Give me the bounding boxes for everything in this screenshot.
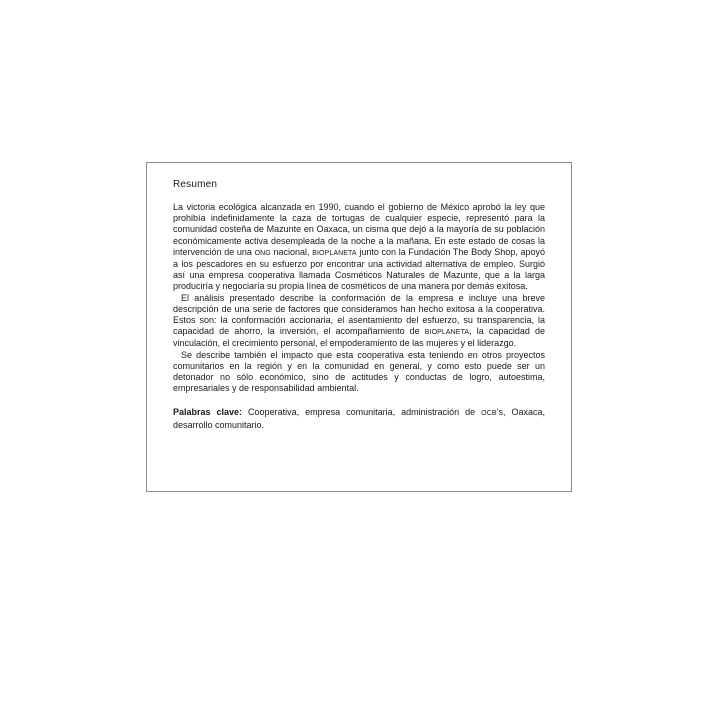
abstract-heading: Resumen bbox=[173, 179, 218, 190]
paragraph-1-text-b: nacional, bbox=[270, 246, 313, 257]
abstract-box bbox=[146, 162, 572, 492]
abstract-paragraph-3: Se describe también el impacto que esta cooperativa esta teniendo en otros proyectos comunitarios en la región y en la comunidad en general, y como esto puede ser un detonador no sólo económico, sino de actitudes y conductas de logro, autoestima, empresariales y de responsabilidad ambiental. bbox=[173, 349, 545, 394]
ong-acronym: ONG bbox=[254, 249, 271, 257]
keywords-label: Palabras clave: bbox=[173, 407, 243, 418]
abstract-paragraph-2 bbox=[173, 293, 545, 350]
paragraph-1-text-c: junto con la Fundación The Body Shop, apoyó a los pescadores en su esfuerzo por encontrar una actividad alternativa de empleo. Surgió así una empresa cooperativa llamada Cosméticos Naturales de Mazunte, que a la larga produciría y negociaría su propia línea de cosméticos de una manera por demás exitosa. bbox=[173, 246, 545, 292]
paragraph-2-text-b: , la capacidad de vinculación, el crecimiento personal, el empoderamiento de las mujeres y el liderazgo. bbox=[173, 326, 545, 349]
keywords bbox=[173, 407, 545, 430]
keywords-text-b: ’s, Oaxaca, desarrollo comunitario. bbox=[173, 407, 545, 430]
keywords-text-a: Cooperativa, empresa comunitaria, administración de bbox=[242, 407, 482, 418]
abstract-paragraph-1 bbox=[173, 202, 545, 293]
paragraph-2-text-a: El análisis presentado describe la conformación de la empresa e incluye una breve descripción de una serie de factores que consideramos han hecho exitosa a la cooperativa. Estos son: la conformación accionaria, el asentamiento del esfuerzo, su transparencia, la capacidad de ahorro, la inversión, el acompañamiento de bbox=[173, 292, 545, 337]
ocb-acronym: OCB bbox=[481, 410, 497, 418]
bioplaneta-name: BIOPLANETA bbox=[312, 249, 357, 257]
bioplaneta-name: BIOPLANETA bbox=[424, 329, 470, 337]
paragraph-1-text-a: La victoria ecológica alcanzada en 1990, cuando el gobierno de México aprobó la ley que prohibía indefinidamente la caza de tortugas de cualquier especie, representó para la comunidad costeña de Mazunte en Oaxaca, un cisma que dejó a la mayoría de su población económicamente activa desempleada de la noche a la mañana. En este estado de cosas la intervención de una bbox=[173, 202, 545, 257]
